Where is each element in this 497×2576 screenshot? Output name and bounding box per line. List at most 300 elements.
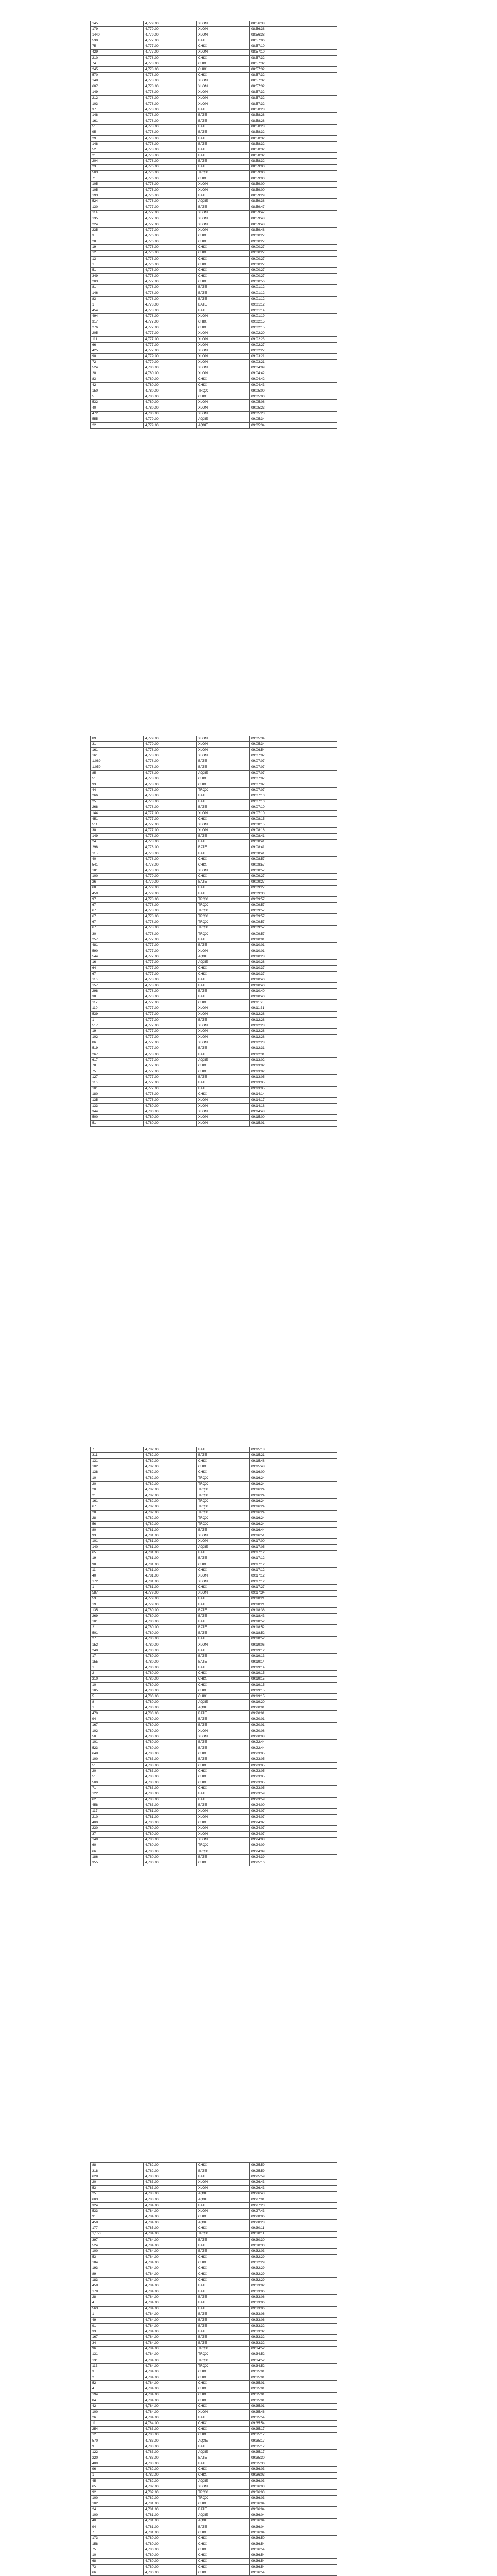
price-cell: 4,777.00 [144,960,197,965]
table-row [91,2191,337,2197]
volume-cell: 240 [91,1648,144,1653]
venue-cell: BATE [197,2295,250,2300]
table-row [91,1815,337,1820]
venue-cell: CHIX [197,2277,250,2283]
time-cell: 09:35:54 [250,2421,337,2427]
price-cell: 4,783.00 [144,1762,197,1768]
time-cell: 09:23:05 [250,1751,337,1757]
table-row [91,2335,337,2341]
volume-cell: 648 [91,1751,144,1757]
price-cell: 4,778.00 [144,90,197,95]
price-cell: 4,783.00 [144,2461,197,2467]
price-cell: 4,783.00 [144,2455,197,2461]
table-row [91,400,337,405]
price-cell: 4,777.00 [144,222,197,227]
table-row [91,2358,337,2363]
price-cell: 4,782.00 [144,2467,197,2472]
time-cell: 09:35:17 [250,2450,337,2455]
time-cell: 08:57:32 [250,90,337,95]
price-cell: 4,782.00 [144,2163,197,2168]
time-cell: 09:08:41 [250,834,337,839]
price-cell: 4,784.00 [144,2398,197,2403]
venue-cell: BATE [197,2312,250,2317]
time-cell: 09:36:54 [250,2547,337,2553]
price-cell: 4,784.00 [144,2277,197,2283]
venue-cell: XLON [197,1837,250,1843]
venue-cell: BATE [197,1080,250,1086]
table-row [91,1762,337,1768]
table-row [91,1104,337,1109]
price-cell: 4,784.00 [144,2386,197,2392]
table-row [91,49,337,55]
time-cell: 09:10:40 [250,977,337,982]
venue-cell: BATE [197,1596,250,1602]
time-cell: 09:32:29 [250,2277,337,2283]
table-row [91,874,337,879]
venue-cell: XLON [197,1533,250,1539]
venue-cell: BATE [197,1854,250,1860]
price-cell: 4,778.00 [144,977,197,982]
time-cell: 08:59:00 [250,188,337,193]
table-row [91,382,337,388]
price-cell: 4,778.00 [144,141,197,147]
time-cell: 09:20:08 [250,1734,337,1740]
venue-cell: CHIX [197,325,250,331]
volume-cell: 105 [91,188,144,193]
table-row [91,2231,337,2237]
table-row [91,1786,337,1791]
price-cell: 4,780.00 [144,1115,197,1121]
time-cell: 09:18:21 [250,1596,337,1602]
venue-cell: BATE [197,1614,250,1619]
price-cell: 4,779.00 [144,736,197,742]
time-cell: 09:08:57 [250,856,337,862]
time-cell: 09:12:31 [250,1052,337,1057]
table-row [91,920,337,925]
table-row [91,903,337,908]
table-row [91,1069,337,1075]
table-row [91,925,337,931]
table-row [91,1665,337,1671]
venue-cell: BATE [197,937,250,942]
volume-cell: 89 [91,2272,144,2277]
price-cell: 4,777.00 [144,971,197,977]
price-cell: 4,784.00 [144,2289,197,2295]
venue-cell: XLON [197,1573,250,1579]
table-row [91,308,337,314]
volume-cell: 83 [91,377,144,382]
volume-cell: 20 [91,2180,144,2185]
table-row [91,1510,337,1516]
price-cell: 4,783.00 [144,2191,197,2197]
volume-cell: 24 [91,839,144,845]
time-cell: 09:25:59 [250,2168,337,2174]
price-cell: 4,783.00 [144,2450,197,2455]
table-row [91,1097,337,1103]
volume-cell: 8 [91,1700,144,1705]
venue-cell: XLON [197,400,250,405]
table-row [91,2501,337,2507]
venue-cell: BATE [197,113,250,118]
table-row [91,1803,337,1808]
price-cell: 4,783.00 [144,2185,197,2191]
venue-cell: CHIX [197,2421,250,2427]
price-cell: 4,778.00 [144,770,197,776]
venue-cell: CHIX [197,2272,250,2277]
table-row [91,891,337,896]
volume-cell: 349 [91,274,144,279]
price-cell: 4,782.00 [144,1481,197,1487]
volume-cell: 100 [91,874,144,879]
volume-cell: 67 [91,920,144,925]
volume-cell: 276 [91,325,144,331]
time-cell: 09:25:59 [250,2174,337,2180]
venue-cell: BATE [197,193,250,199]
time-cell: 09:09:27 [250,879,337,885]
price-cell: 4,776.00 [144,274,197,279]
table-row [91,2398,337,2403]
price-cell: 4,780.00 [144,1671,197,1676]
table-row [91,170,337,176]
table-row [91,205,337,210]
venue-cell: BATE [197,2306,250,2312]
time-cell: 09:26:43 [250,2185,337,2191]
price-cell: 4,778.00 [144,776,197,782]
table-row [91,411,337,417]
time-cell: 09:36:04 [250,2524,337,2530]
volume-cell: 26 [91,2415,144,2421]
venue-cell: BATE [197,1052,250,1057]
table-row [91,1705,337,1711]
price-cell: 4,783.00 [144,2180,197,2185]
table-row [91,770,337,776]
price-cell: 4,778.00 [144,799,197,805]
time-cell: 09:33:06 [250,2300,337,2306]
volume-cell: 1 [91,1585,144,1590]
volume-cell: 4 [91,2386,144,2392]
table-row [91,1046,337,1052]
venue-cell: BATE [197,1017,250,1023]
volume-cell: 149 [91,834,144,839]
price-cell: 4,780.00 [144,2541,197,2547]
venue-cell: TRQX [197,1481,250,1487]
volume-cell: 7 [91,2530,144,2536]
venue-cell: BATE [197,2341,250,2346]
volume-cell: 72 [91,360,144,365]
table-row [91,914,337,920]
volume-cell: 1,069 [91,759,144,765]
venue-cell: TRQX [197,1521,250,1527]
table-row [91,1648,337,1653]
venue-cell: XLON [197,1109,250,1115]
venue-cell: BATE [197,845,250,851]
table-row [91,799,337,805]
table-row [91,748,337,753]
volume-cell: 152 [91,1642,144,1648]
time-cell: 08:57:32 [250,67,337,73]
time-cell: 09:18:36 [250,1607,337,1613]
price-cell: 4,776.00 [144,176,197,181]
time-cell: 09:16:44 [250,1527,337,1533]
venue-cell: BATE [197,2289,250,2295]
venue-cell: BATE [197,891,250,896]
price-cell: 4,776.00 [144,268,197,274]
venue-cell: BATE [197,765,250,770]
table-row [91,977,337,982]
venue-cell: BATE [197,1803,250,1808]
table-row [91,1011,337,1017]
volume-cell: 501 [91,1631,144,1636]
venue-cell: BATE [197,2283,250,2289]
time-cell: 09:07:10 [250,793,337,799]
table-row [91,845,337,851]
volume-cell: 570 [91,73,144,78]
time-cell: 09:12:28 [250,1040,337,1046]
venue-cell: CHIX [197,2260,250,2266]
volume-cell: 131 [91,1459,144,1464]
table-row [91,73,337,78]
table-row [91,164,337,170]
price-cell: 4,777.00 [144,325,197,331]
venue-cell: CHIX [197,2558,250,2564]
table-row [91,1459,337,1464]
table-row [91,2163,337,2168]
venue-cell: XLON [197,21,250,27]
volume-cell: 68 [91,2558,144,2564]
table-row [91,279,337,285]
price-cell: 4,784.00 [144,2312,197,2317]
time-cell: 09:36:54 [250,2570,337,2575]
price-cell: 4,784.00 [144,2335,197,2341]
volume-cell: 628 [91,2174,144,2180]
price-cell: 4,778.00 [144,931,197,937]
table-row [91,302,337,308]
table-row [91,937,337,942]
time-cell: 09:27:01 [250,2197,337,2202]
price-cell: 4,781.00 [144,1550,197,1556]
time-cell: 09:25:16 [250,1860,337,1866]
venue-cell: BATE [197,793,250,799]
price-cell: 4,782.00 [144,2478,197,2484]
time-cell: 09:07:10 [250,805,337,810]
venue-cell: CHIX [197,2570,250,2575]
table-row [91,2438,337,2444]
venue-cell: XLON [197,2410,250,2415]
volume-cell: 459 [91,891,144,896]
table-row [91,1017,337,1023]
volume-cell: 33 [91,2329,144,2335]
venue-cell: BATE [197,2444,250,2449]
venue-cell: TRQX [197,920,250,925]
volume-cell: 71 [91,176,144,181]
time-cell: 09:30:30 [250,2243,337,2248]
venue-cell: XLON [197,948,250,954]
venue-cell: BATE [197,1556,250,1562]
time-cell: 09:19:20 [250,1700,337,1705]
price-cell: 4,778.00 [144,851,197,856]
table-row [91,2266,337,2272]
volume-cell: 127 [91,1075,144,1080]
time-cell: 09:24:08 [250,1837,337,1843]
volume-cell: 167 [91,1722,144,1728]
volume-cell: 181 [91,868,144,874]
venue-cell: XLON [197,2185,250,2191]
volume-cell: 587 [91,1590,144,1596]
volume-cell: 4 [91,2300,144,2306]
price-cell: 4,777.00 [144,965,197,971]
volume-cell: 1 [91,2472,144,2478]
price-cell: 4,784.00 [144,2231,197,2237]
time-cell: 09:35:01 [250,2403,337,2409]
table-row [91,868,337,874]
volume-cell: 56 [91,1521,144,1527]
time-cell: 09:07:07 [250,776,337,782]
volume-cell: 489 [91,2461,144,2467]
venue-cell: TRQX [197,2496,250,2501]
venue-cell: XLON [197,736,250,742]
venue-cell: CHIX [197,377,250,382]
price-cell: 4,784.00 [144,2214,197,2220]
volume-cell: 458 [91,2220,144,2226]
table-row [91,2484,337,2489]
price-cell: 4,777.00 [144,1069,197,1075]
venue-cell: XLON [197,2180,250,2185]
table-row [91,2243,337,2248]
time-cell: 09:28:28 [250,2220,337,2226]
venue-cell: XLON [197,342,250,348]
time-cell: 09:15:18 [250,1447,337,1453]
table-row [91,1545,337,1550]
volume-cell: 113 [91,2363,144,2369]
table-row [91,61,337,66]
venue-cell: CHIX [197,1780,250,1786]
time-cell: 09:27:23 [250,2202,337,2208]
time-cell: 09:05:34 [250,417,337,422]
table-row [91,862,337,868]
volume-cell: 30 [91,828,144,834]
venue-cell: BATE [197,1665,250,1671]
volume-cell: 103 [91,101,144,107]
time-cell: 09:16:51 [250,1533,337,1539]
venue-cell: XLON [197,188,250,193]
price-cell: 4,783.00 [144,1757,197,1762]
venue-cell: BATE [197,2461,250,2467]
price-cell: 4,784.00 [144,2243,197,2248]
venue-cell: BATE [197,302,250,308]
table-row [91,2329,337,2335]
price-cell: 4,784.00 [144,2295,197,2300]
time-cell: 09:36:04 [250,2518,337,2524]
volume-cell: 75 [91,44,144,49]
volume-cell: 66 [91,1849,144,1854]
table-row [91,1562,337,1567]
volume-cell: 3 [91,233,144,239]
volume-cell: 203 [91,279,144,285]
volume-cell: 2 [91,2375,144,2381]
price-cell: 4,779.00 [144,422,197,428]
venue-cell: CHIX [197,239,250,245]
time-cell: 09:34:52 [250,2358,337,2363]
price-cell: 4,782.00 [144,1453,197,1459]
table-row [91,2467,337,2472]
venue-cell: XLON [197,868,250,874]
table-row [91,210,337,216]
time-cell: 09:14:17 [250,1097,337,1103]
venue-cell: BATE [197,38,250,44]
venue-cell: XLON [197,78,250,84]
time-cell: 09:12:31 [250,1046,337,1052]
price-cell: 4,784.00 [144,2272,197,2277]
venue-cell: XLON [197,2484,250,2489]
venue-cell: CHIX [197,1786,250,1791]
price-cell: 4,781.00 [144,1573,197,1579]
time-cell: 09:35:01 [250,2375,337,2381]
table-row [91,1671,337,1676]
venue-cell: XLON [197,1642,250,1648]
price-cell: 4,784.00 [144,2266,197,2272]
time-cell: 09:36:54 [250,2564,337,2570]
table-row [91,405,337,411]
volume-cell: 100 [91,2513,144,2518]
table-row [91,1757,337,1762]
volume-cell: 122 [91,2450,144,2455]
volume-cell: 149 [91,90,144,95]
venue-cell: BATE [197,118,250,124]
time-cell: 09:09:57 [250,903,337,908]
table-row [91,336,337,342]
table-row [91,1052,337,1057]
table-row [91,782,337,788]
table-row [91,245,337,250]
price-cell: 4,781.00 [144,1533,197,1539]
volume-cell: 3 [91,2369,144,2375]
price-cell: 4,777.00 [144,822,197,828]
table-row [91,2289,337,2295]
time-cell: 09:07:10 [250,810,337,816]
table-row [91,113,337,118]
venue-cell: CHIX [197,274,250,279]
venue-cell: CHIX [197,1459,250,1464]
volume-cell: 38 [91,994,144,1000]
venue-cell: CHIX [197,1694,250,1700]
venue-cell: XLON [197,90,250,95]
time-cell: 09:18:52 [250,1636,337,1642]
venue-cell: AQXE [197,770,250,776]
venue-cell: CHIX [197,782,250,788]
time-cell: 09:09:57 [250,896,337,902]
price-cell: 4,784.00 [144,2323,197,2329]
table-row [91,153,337,159]
table-row [91,360,337,365]
time-cell: 09:05:34 [250,422,337,428]
time-cell: 09:06:54 [250,748,337,753]
price-cell: 4,780.00 [144,1619,197,1625]
time-cell: 09:23:05 [250,1774,337,1780]
time-cell: 09:05:23 [250,405,337,411]
table-row [91,319,337,325]
venue-cell: TRQX [197,1843,250,1849]
time-cell: 09:00:56 [250,279,337,285]
price-cell: 4,781.00 [144,1808,197,1814]
time-cell: 09:13:05 [250,1086,337,1092]
table-row [91,291,337,296]
time-cell: 09:01:14 [250,308,337,314]
time-cell: 09:00:27 [250,268,337,274]
time-cell: 09:10:40 [250,994,337,1000]
table-row [91,954,337,960]
venue-cell: BATE [197,989,250,994]
table-row [91,394,337,400]
